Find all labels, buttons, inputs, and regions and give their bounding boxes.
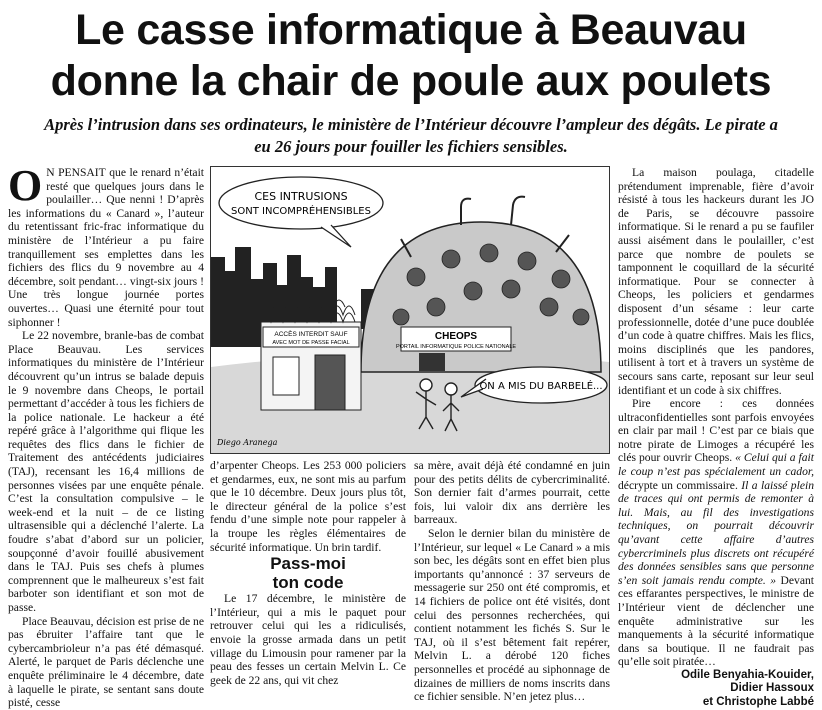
- author-1: Odile Benyahia-Kouider,: [681, 668, 814, 681]
- gate-sign-line-1: ACCÈS INTERDIT SAUF: [274, 331, 348, 338]
- col4-p2-mid: décrypte un commissaire.: [618, 478, 742, 492]
- subhead-line-1: Pass-moi: [270, 554, 346, 574]
- speech-bubble-1: [219, 177, 383, 229]
- subhead: [210, 554, 406, 592]
- cartoon-drawing: [211, 167, 609, 453]
- column-1: [8, 161, 205, 710]
- gate-door: [315, 355, 345, 410]
- col3-paragraph-1: sa mère, avait déjà été condamné en juin pour des petits délits de cybercriminalité. Son dernier fait d’armes pourrait, cette fois, lui valoir dix ans derrière les barreaux.: [414, 459, 610, 527]
- headline-line-1: Le casse informatique à Beauvau: [75, 6, 747, 54]
- col3-paragraph-2: Selon le dernier bilan du ministère de l’Intérieur, sur lequel « Le Canard » a mis son bec, les dégâts sont en effet bien plus importants qu’annoncé : 37 serveurs de messagerie sur 250 ont été compromis, et 14 fichiers de police ont été visités, dont celui des personnes recherchées, qui contient notamment les fichés S. Sur le TAJ, où il s’est bêtement fait repérer, Melvin L. a dérobé 120 fiches personnelles et procédé au siphonnage de dizaines de milliers de noms inscrits dans ce fichier sensible. N’en jetez plus…: [414, 526, 610, 704]
- col1-paragraph-1: [8, 161, 205, 329]
- author-3: et Christophe Labbé: [702, 695, 814, 708]
- cartoon-signature: Diego Aranega: [217, 438, 278, 447]
- column-2: [210, 459, 406, 687]
- headline-line-2: donne la chair de poule aux poulets: [50, 57, 772, 105]
- gate-window: [273, 357, 299, 395]
- col1-paragraph-2: Le 22 novembre, branle-bas de combat Place Beauvau. Les services informatiques du ministère de l’Intérieur découvrent qu’un intrus se balade depuis le 9 novembre dans Cheops, le portail permettant d’accéder à tous les fichiers de la police nationale. Le hackeur a été repéré grâce à l’algorithme qui flique les requêtes des flics dans le fichier de Traitement des antécédents judiciaires (TAJ), recensant les 16,4 millions de personnes visées par une enquête pénale. C’est la consultation compulsive – le week-end et la nuit – de ce listing ultrasensible qui a déclenché l’alerte. La foudre s’abat d’abord sur un policier, soupçonné d’avoir fouillé abusivement dans le TAJ. Puis ses chefs à plumes comprennent que le malheureux s’est fait barboter son identifiant et son mot de passe.: [8, 329, 204, 614]
- col4-p2-end: Devant ces effarantes perspectives, le ministre de l’Intérieur vient de déclencher une enquête administrative sur les manquements à la sécurité informatique dans sa boutique. Il ne faudrait pas qu’elle soit piratée…: [618, 573, 814, 669]
- col2-paragraph-2: Le 17 décembre, le ministère de l’Intérieur, qui a mis le paquet pour retrouver celui qui les a ridiculisés, envoie la grosse armada dans un petit village du Limousin pour ramener par la peau des fesses un certain Melvin L. Ce geek de 22 ans, qui vit chez: [210, 592, 406, 687]
- col1-paragraph-3: Place Beauvau, décision est prise de ne pas ébruiter l’affaire tant que le cybercambrioleur n’a pas été démasqué. Alerté, le parquet de Paris déclenche une enquête préliminaire le 4 décembre, date à laquelle le pirate, se sentant sans doute pisté, cesse: [8, 614, 204, 710]
- cartoon-illustration: [210, 166, 610, 454]
- column-4: [618, 166, 814, 708]
- author-2: Didier Hassoux: [730, 682, 814, 695]
- subtitle: Après l’intrusion dans ses ordinateurs, le ministère de l’Intérieur découvre l’ampleur des dégâts. Le pirate a eu 26 jours pour fouiller les fichiers sensibles.: [44, 115, 778, 156]
- col1-p1-text: que le renard n’était resté que quelques jours dans le poulailler… Que nenni ! D’après les informations du « Canard », l’auteur du retentissant fric-frac informatique du ministère de l’Intérieur a pu faire tranquillement ses emplettes dans les fichiers des flics du 9 novembre au 4 décembre, soit pendant… vingt-six jours ! Une très longue journée portes ouvertes… Quasi une éternité pour tout siphonner !: [8, 166, 205, 329]
- gate-sign-line-2: AVEC MOT DE PASSE FACIAL: [272, 340, 350, 346]
- col4-quote-2: Il a laissé plein de traces qui ont permis de remonter à lui. Mais, au fil des investigations techniques, on pourrait découvrir qu’avant cette affaire d’autres cybercriminels plus discrets ont récupéré des données sensibles sans que personne s’en soit jamais rendu compte. »: [618, 478, 814, 587]
- bubble-2-text: ON A MIS DU BARBELÉ...: [479, 381, 603, 392]
- dome-sublabel: PORTAIL INFORMATIQUE POLICE NATIONALE: [395, 344, 517, 350]
- subhead-line-2: ton code: [272, 573, 344, 593]
- dome-door: [419, 353, 445, 371]
- col4-paragraph-1: La maison poulaga, citadelle prétendument imprenable, fière d’avoir résisté à tous les hackeurs durant les JO de Paris, se découvre passoire informatique. Si le renard a pu se faufiler aussi aisément dans le poulailler, c’est parce que nombre de poulets se tamponnent le coquillard de la sécurité informatique. Pour se connecter à Cheops, les policiers et gendarmes disposent d’un sésame : leur carte professionnelle, dotée d’une puce doublée d’un code à quatre chiffres. Mais les flics, moins disciplinés que les pandores, utilisent à tort et à travers un système de secours sans carte, reposant sur leur seul identifiant et un code à six chiffres.: [618, 166, 814, 397]
- column-3: [414, 459, 610, 704]
- col2-paragraph-1: d’arpenter Cheops. Les 253 000 policiers et gendarmes, eux, ne sont mis au parfum que le 10 décembre. Deux jours plus tôt, le directeur général de la police s’est fendu d’une simple note pour rappeler à la troupe les règles élémentaires de sécurité informatique. Un brin tardif.: [210, 459, 406, 554]
- dropcap: O: [8, 161, 43, 210]
- dome-label: CHEOPS: [434, 331, 478, 342]
- bubble-1-line-1: CES INTRUSIONS: [254, 190, 348, 203]
- lead-caps: N PENSAIT: [46, 166, 106, 179]
- col4-quote-1: « Celui qui a fait le coup n’est pas spécialement un cador,: [618, 451, 814, 479]
- col4-p2-start: Pire encore : ces données ultraconfidentielles sont parfois envoyées en clair par mail ! C’est par ce biais que notre pirate de Limoges a récupéré les clés pour ouvrir Cheops.: [618, 397, 814, 465]
- col4-paragraph-2: [618, 397, 814, 669]
- bubble-1-line-2: SONT INCOMPRÉHENSIBLES: [231, 206, 371, 217]
- speech-bubble-1-tail: [321, 225, 351, 247]
